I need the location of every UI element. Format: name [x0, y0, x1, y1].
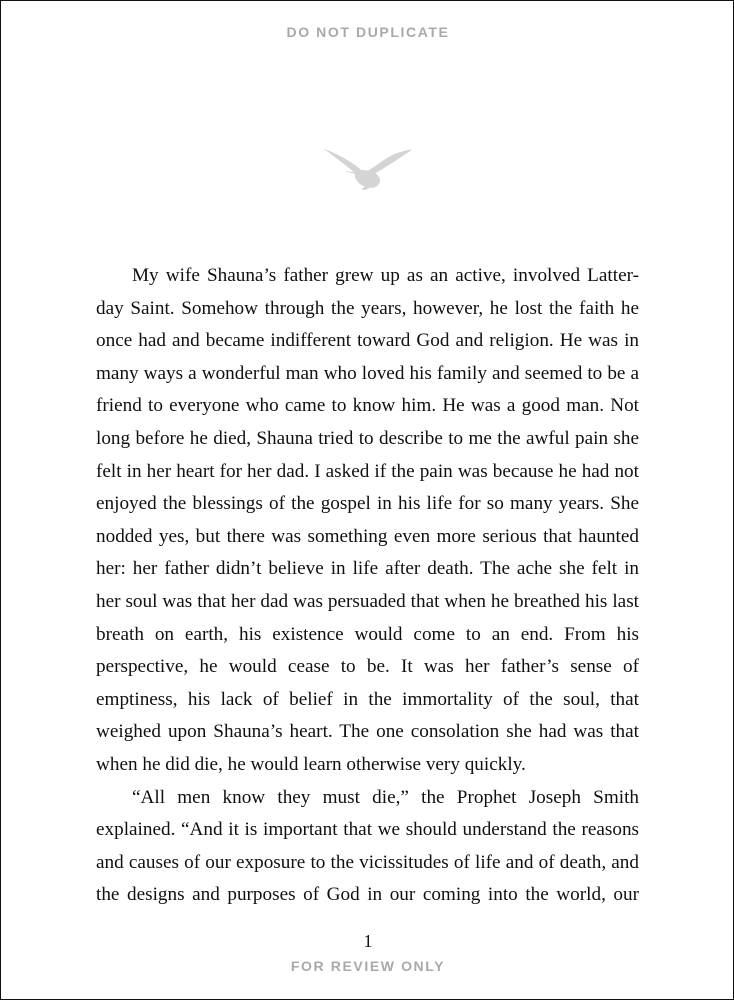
ornament-container: [1, 137, 734, 199]
page-number: 1: [363, 931, 373, 951]
body-paragraph: “All men know they must die,” the Prophet Joseph Smith explained. “And it is important that we should understand the reasons and causes of our exposure to the vicissitudes of life and of death, and the designs and purposes of God in our coming into the world, our: [96, 786, 639, 906]
seagull-icon: [322, 140, 414, 196]
for-review-only-watermark: FOR REVIEW ONLY: [290, 958, 446, 974]
do-not-duplicate-watermark: DO NOT DUPLICATE: [286, 24, 450, 40]
body-paragraph: My wife Shauna’s father grew up as an active, involved Latter-day Saint. Somehow through the years, however, he lost the faith he once had and became indifferent toward God and religion. He was in many ways a wonderful man who loved his family and seemed to be a friend to everyone who came to know him. He was a good man. Not long before he died, Shauna tried to describe to me the awful pain she felt in her heart for her dad. I asked if the pain was because he had not enjoyed the blessings of the gospel in his life for so many years. She nodded yes, but there was something even more serious that haunted her: her father didn’t believe in life after death. The ache she felt in her soul was that her dad was persuaded that when he breathed his last breath on earth, his existence would come to an end. From his perspective, he would cease to be. It was her father’s sense of emptiness, his lack of belief in the immortality of the soul, that weighed upon Shauna’s heart. The one consolation she had was that when he did die, he would learn otherwise very quickly.: [96, 265, 639, 775]
page-body: [96, 260, 639, 912]
